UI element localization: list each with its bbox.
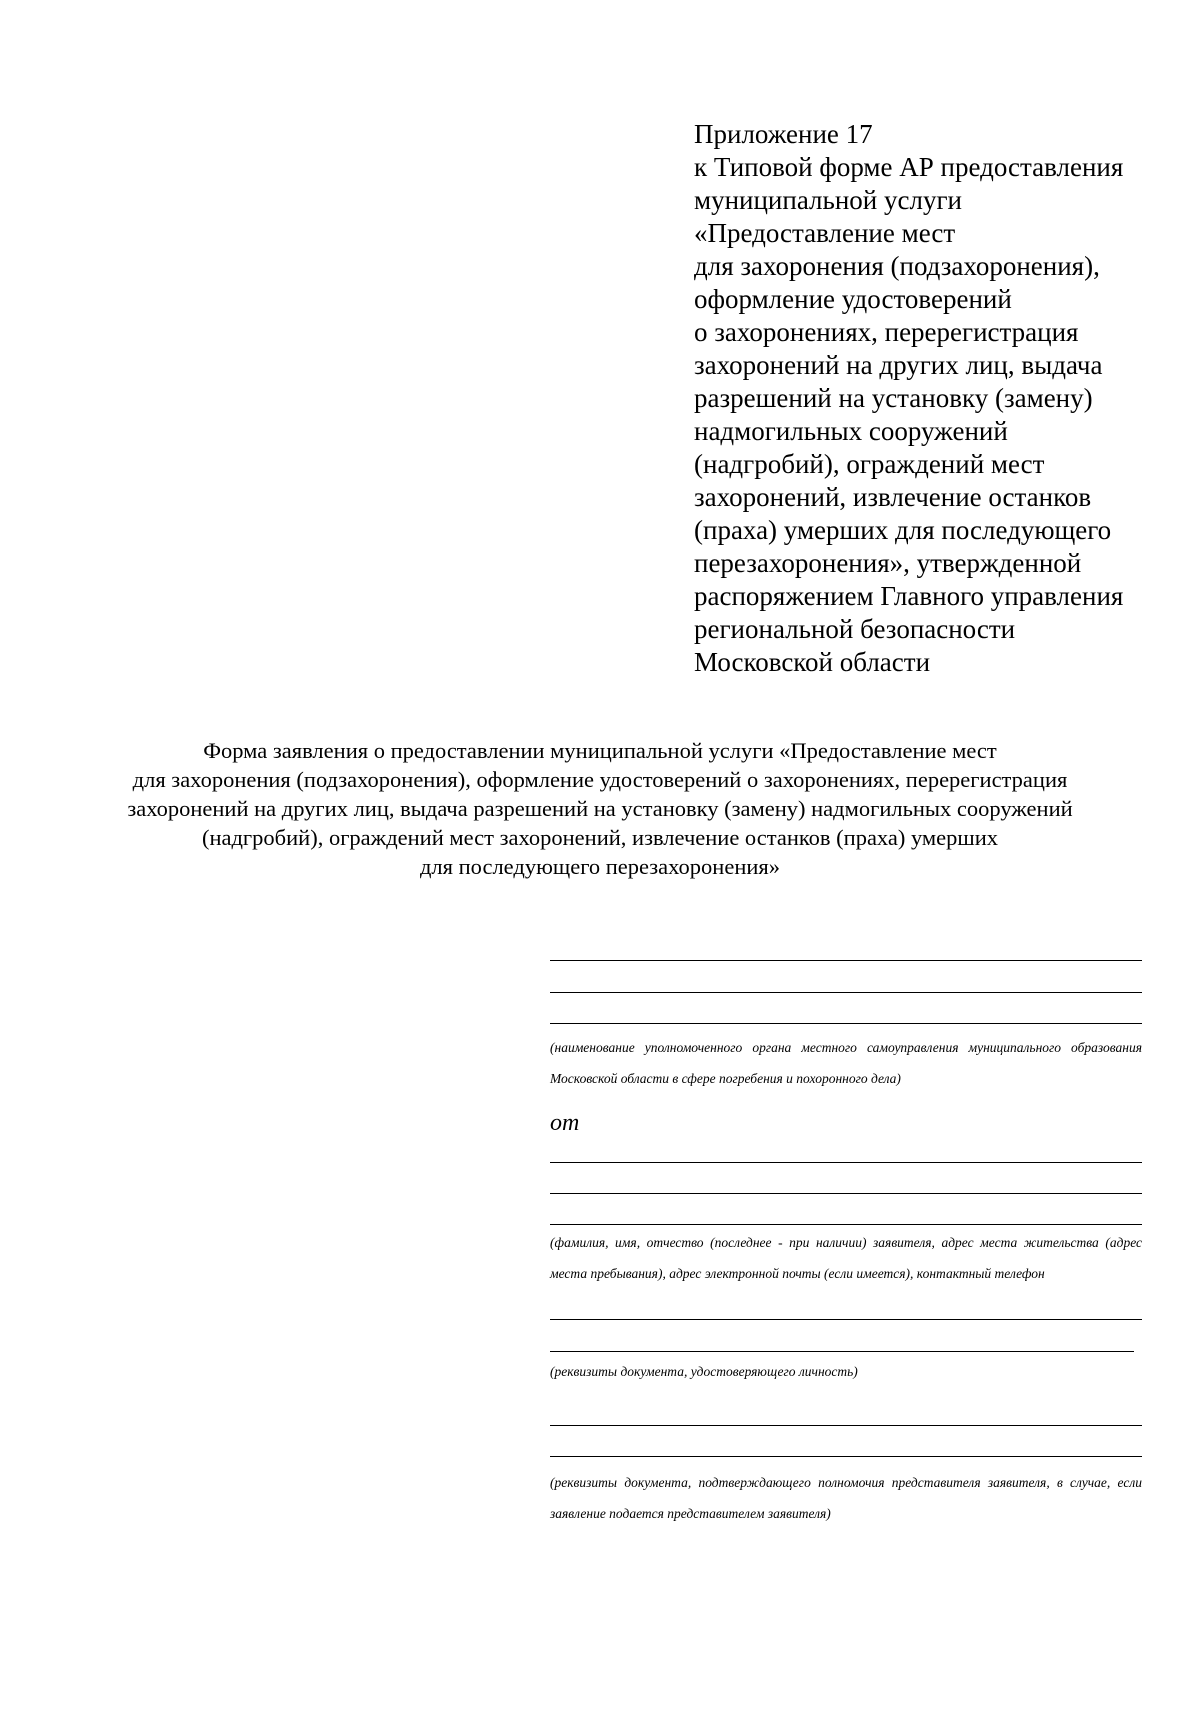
- applicant-blank-line-1[interactable]: [550, 1162, 1142, 1163]
- appendix-line: региональной безопасности: [694, 614, 1016, 644]
- applicant-caption: (фамилия, имя, отчество (последнее - при наличии) заявителя, адрес места жительства (адрес места пребывания), адрес электронной почты (если имеется), контактный телефон: [550, 1235, 1142, 1281]
- form-title-line: Форма заявления о предоставлении муниципальной услуги «Предоставление мест: [203, 738, 997, 763]
- id-document-blank-line-1[interactable]: [550, 1319, 1142, 1320]
- appendix-line: разрешений на установку (замену): [694, 383, 1093, 413]
- appendix-line: перезахоронения», утвержденной: [694, 548, 1082, 578]
- appendix-line: о захоронениях, перерегистрация: [694, 317, 1079, 347]
- appendix-block: [694, 118, 1174, 679]
- appendix-line: Приложение 17: [694, 119, 873, 149]
- appendix-line: (надгробий), ограждений мест: [694, 449, 1045, 479]
- authority-blank-line-2[interactable]: [550, 992, 1142, 993]
- applicant-blank-line-2[interactable]: [550, 1193, 1142, 1194]
- form-title-line: захоронений на других лиц, выдача разрешений на установку (замену) надмогильных сооружений: [127, 796, 1073, 821]
- form-title: [100, 736, 1100, 881]
- appendix-line: «Предоставление мест: [694, 218, 956, 248]
- applicant-blank-line-3[interactable]: [550, 1224, 1142, 1225]
- from-label: от: [550, 1110, 580, 1136]
- appendix-line: захоронений на других лиц, выдача: [694, 350, 1103, 380]
- authority-blank-line-3[interactable]: [550, 1023, 1142, 1024]
- applicant-fields: [550, 960, 1142, 1529]
- form-title-line: (надгробий), ограждений мест захоронений, извлечение останков (праха) умерших: [201, 825, 999, 850]
- appendix-line: Московской области: [694, 647, 931, 677]
- appendix-line: захоронений, извлечение останков: [694, 482, 1092, 512]
- authority-blank-line-1[interactable]: [550, 960, 1142, 961]
- appendix-line: для захоронения (подзахоронения),: [694, 251, 1100, 281]
- appendix-line: надмогильных сооружений: [694, 416, 1008, 446]
- form-title-line: для захоронения (подзахоронения), оформление удостоверений о захоронениях, перерегистрация: [132, 767, 1068, 792]
- id-document-blank-line-2[interactable]: [550, 1351, 1134, 1352]
- representative-blank-line-2[interactable]: [550, 1456, 1142, 1457]
- appendix-line: распоряжением Главного управления: [694, 581, 1124, 611]
- id-document-caption: (реквизиты документа, удостоверяющего личность): [550, 1364, 858, 1379]
- representative-blank-line-1[interactable]: [550, 1425, 1142, 1426]
- appendix-line: к Типовой форме АР предоставления: [694, 152, 1124, 182]
- authority-caption: (наименование уполномоченного органа местного самоуправления муниципального образования Московской области в сфере погребения и похоронного дела): [550, 1040, 1142, 1086]
- representative-caption: (реквизиты документа, подтверждающего полномочия представителя заявителя, в случае, если заявление подается представителем заявителя): [550, 1475, 1142, 1521]
- appendix-line: (праха) умерших для последующего: [694, 515, 1112, 545]
- form-title-line: для последующего перезахоронения»: [419, 854, 781, 879]
- appendix-line: муниципальной услуги: [694, 185, 962, 215]
- appendix-line: оформление удостоверений: [694, 284, 1012, 314]
